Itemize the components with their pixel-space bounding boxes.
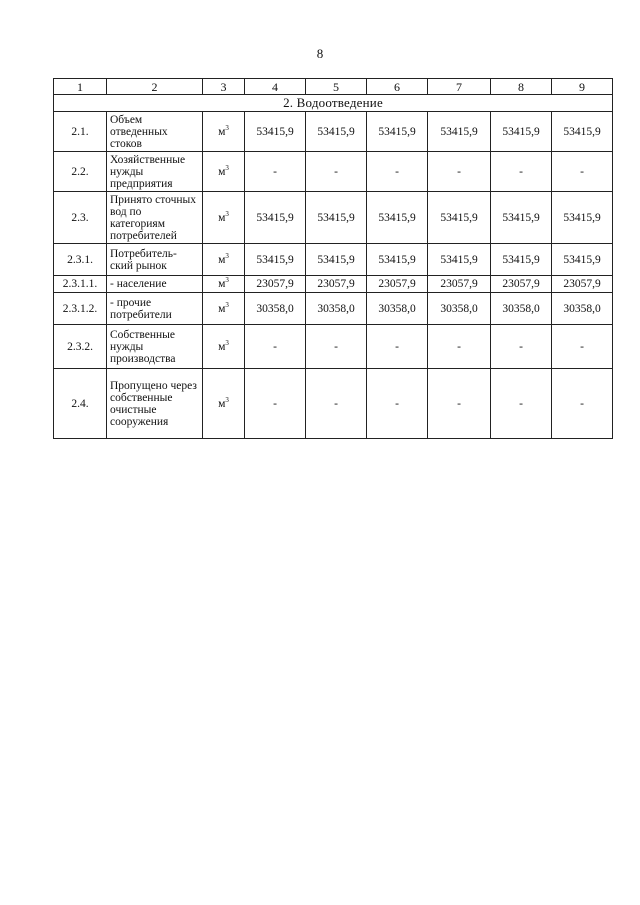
- table-row: [54, 152, 613, 192]
- unit-superscript: 3: [225, 338, 229, 347]
- row-value: 53415,9: [428, 112, 491, 152]
- row-unit: [203, 276, 245, 293]
- row-unit: [203, 369, 245, 439]
- unit-text: м: [218, 165, 226, 178]
- row-value: 53415,9: [306, 112, 367, 152]
- row-number: 2.3.2.: [54, 325, 107, 369]
- table-row: [54, 325, 613, 369]
- row-unit: [203, 192, 245, 244]
- row-value: 30358,0: [367, 293, 428, 325]
- row-unit: [203, 293, 245, 325]
- row-value: -: [491, 325, 552, 369]
- row-value: 53415,9: [491, 192, 552, 244]
- column-header: 3: [203, 79, 245, 95]
- row-number: 2.3.1.2.: [54, 293, 107, 325]
- row-value: -: [367, 325, 428, 369]
- unit-superscript: 3: [225, 123, 229, 132]
- row-value: -: [552, 325, 613, 369]
- row-value: 30358,0: [428, 293, 491, 325]
- table-row: [54, 293, 613, 325]
- unit-text: м: [218, 302, 226, 315]
- column-header: 2: [107, 79, 203, 95]
- row-value: -: [367, 152, 428, 192]
- row-name: - прочие потребители: [107, 293, 203, 325]
- unit-superscript: 3: [225, 209, 229, 218]
- column-header: 9: [552, 79, 613, 95]
- row-number: 2.3.1.: [54, 244, 107, 276]
- column-header-row: [54, 79, 613, 95]
- column-header: 1: [54, 79, 107, 95]
- row-number: 2.2.: [54, 152, 107, 192]
- row-value: 53415,9: [491, 112, 552, 152]
- table-row: [54, 192, 613, 244]
- table-row: [54, 276, 613, 293]
- row-value: 53415,9: [245, 192, 306, 244]
- row-value: 23057,9: [306, 276, 367, 293]
- row-unit: [203, 244, 245, 276]
- row-value: 23057,9: [428, 276, 491, 293]
- row-value: 53415,9: [428, 192, 491, 244]
- row-value: -: [245, 369, 306, 439]
- table-row: [54, 112, 613, 152]
- row-value: 23057,9: [245, 276, 306, 293]
- row-value: -: [245, 152, 306, 192]
- column-header: 7: [428, 79, 491, 95]
- row-value: 30358,0: [552, 293, 613, 325]
- column-header: 8: [491, 79, 552, 95]
- row-value: -: [428, 369, 491, 439]
- row-value: 53415,9: [428, 244, 491, 276]
- row-value: -: [367, 369, 428, 439]
- column-header: 4: [245, 79, 306, 95]
- row-value: 30358,0: [245, 293, 306, 325]
- row-value: 53415,9: [306, 244, 367, 276]
- row-number: 2.3.1.1.: [54, 276, 107, 293]
- row-value: 53415,9: [367, 244, 428, 276]
- row-number: 2.3.: [54, 192, 107, 244]
- section-title: 2. Водоотведение: [54, 95, 613, 112]
- row-value: 23057,9: [491, 276, 552, 293]
- row-value: 30358,0: [306, 293, 367, 325]
- row-value: -: [428, 325, 491, 369]
- row-value: 23057,9: [367, 276, 428, 293]
- column-header: 6: [367, 79, 428, 95]
- row-value: 53415,9: [306, 192, 367, 244]
- table-row: [54, 369, 613, 439]
- unit-superscript: 3: [225, 163, 229, 172]
- row-value: -: [306, 152, 367, 192]
- row-value: -: [491, 152, 552, 192]
- row-value: 53415,9: [552, 244, 613, 276]
- column-header: 5: [306, 79, 367, 95]
- unit-text: м: [218, 211, 226, 224]
- unit-superscript: 3: [225, 251, 229, 260]
- row-number: 2.1.: [54, 112, 107, 152]
- row-name: Объем отведенных стоков: [107, 112, 203, 152]
- row-value: -: [245, 325, 306, 369]
- unit-text: м: [218, 125, 226, 138]
- row-name: Хозяйственные нужды предприятия: [107, 152, 203, 192]
- unit-superscript: 3: [225, 276, 229, 284]
- unit-text: м: [218, 253, 226, 266]
- row-value: 53415,9: [245, 112, 306, 152]
- row-value: 23057,9: [552, 276, 613, 293]
- row-value: 53415,9: [491, 244, 552, 276]
- unit-text: м: [218, 278, 226, 290]
- unit-superscript: 3: [225, 395, 229, 404]
- row-value: 53415,9: [552, 112, 613, 152]
- row-name: Пропущено через собственные очистные сооружения: [107, 369, 203, 439]
- row-name: Собственные нужды производства: [107, 325, 203, 369]
- row-number: 2.4.: [54, 369, 107, 439]
- row-unit: [203, 112, 245, 152]
- table-row: [54, 244, 613, 276]
- row-value: -: [491, 369, 552, 439]
- section-title-row: [54, 95, 613, 112]
- row-value: 53415,9: [367, 112, 428, 152]
- unit-text: м: [218, 340, 226, 353]
- row-value: -: [428, 152, 491, 192]
- row-unit: [203, 152, 245, 192]
- row-value: -: [306, 369, 367, 439]
- row-unit: [203, 325, 245, 369]
- water-disposal-table: [53, 78, 613, 439]
- row-value: 53415,9: [245, 244, 306, 276]
- unit-superscript: 3: [225, 300, 229, 309]
- row-value: -: [552, 152, 613, 192]
- row-value: 53415,9: [367, 192, 428, 244]
- row-name: - население: [107, 276, 203, 293]
- page-number: 8: [316, 46, 324, 61]
- row-value: -: [306, 325, 367, 369]
- row-name: Потребитель-ский рынок: [107, 244, 203, 276]
- row-name: Принято сточных вод по категориям потребителей: [107, 192, 203, 244]
- row-value: 53415,9: [552, 192, 613, 244]
- row-value: -: [552, 369, 613, 439]
- unit-text: м: [218, 397, 226, 410]
- row-value: 30358,0: [491, 293, 552, 325]
